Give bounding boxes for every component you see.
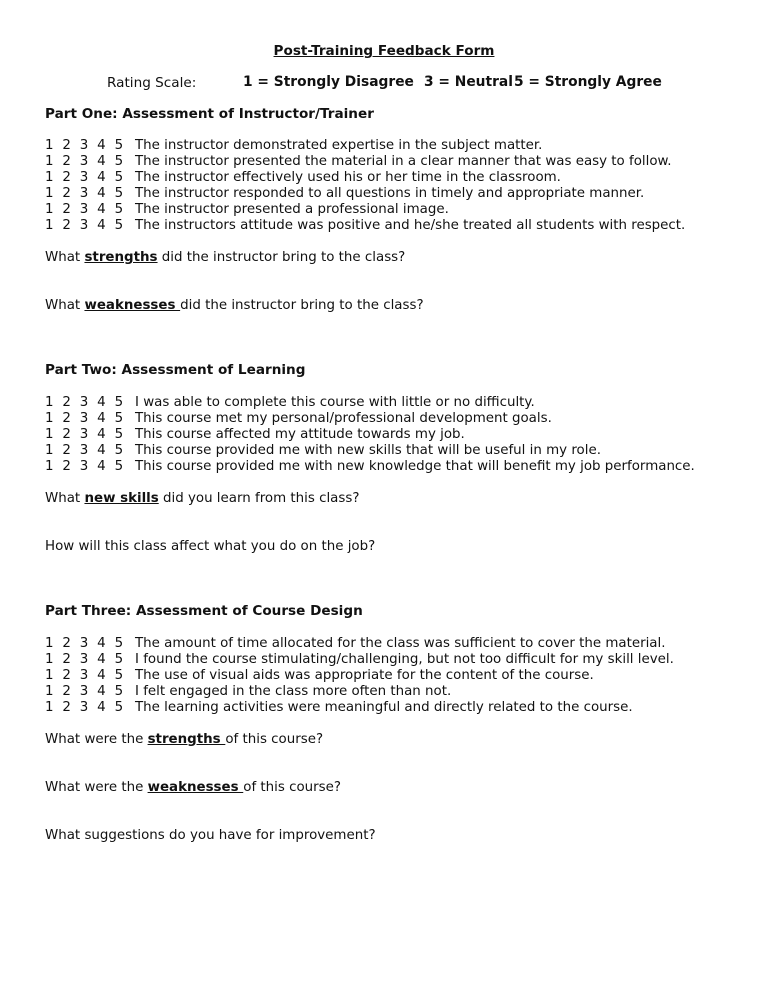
rating-option-1[interactable]: 1 <box>45 170 54 185</box>
question-job-impact <box>45 539 375 554</box>
rating-option-1[interactable]: 1 <box>45 668 54 683</box>
rating-options[interactable] <box>45 202 135 218</box>
rating-options[interactable] <box>45 411 135 427</box>
rating-option-3[interactable]: 3 <box>79 700 89 715</box>
form-title: Post-Training Feedback Form <box>273 43 495 59</box>
rating-option-4[interactable]: 4 <box>97 186 106 201</box>
rating-option-2[interactable]: 2 <box>62 652 71 667</box>
rating-option-3[interactable]: 3 <box>79 636 89 651</box>
question-text: What <box>45 250 85 265</box>
rating-option-3[interactable]: 3 <box>79 459 89 474</box>
rating-option-3[interactable]: 3 <box>79 652 89 667</box>
rating-options[interactable] <box>45 395 135 411</box>
rating-options[interactable] <box>45 138 135 154</box>
rating-option-3[interactable]: 3 <box>79 427 89 442</box>
rating-option-4[interactable]: 4 <box>97 170 106 185</box>
rating-option-1[interactable]: 1 <box>45 202 54 217</box>
rating-options[interactable] <box>45 459 135 475</box>
question-emphasis: strengths <box>147 732 226 747</box>
rating-option-2[interactable]: 2 <box>62 443 71 458</box>
rating-options[interactable] <box>45 427 135 443</box>
rating-option-2[interactable]: 2 <box>62 186 71 201</box>
rating-option-4[interactable]: 4 <box>97 411 106 426</box>
statement-text: I felt engaged in the class more often than not. <box>135 684 452 699</box>
rating-option-1[interactable]: 1 <box>45 459 54 474</box>
rating-options[interactable] <box>45 684 135 700</box>
rating-option-5[interactable]: 5 <box>114 395 124 410</box>
rating-options[interactable] <box>45 170 135 186</box>
statement-text: I found the course stimulating/challenging, but not too difficult for my skill level. <box>135 652 674 667</box>
rating-option-2[interactable]: 2 <box>62 170 71 185</box>
question-text: What <box>45 491 85 506</box>
rating-option-5[interactable]: 5 <box>114 202 124 217</box>
rating-option-2[interactable]: 2 <box>62 700 71 715</box>
question-emphasis: weaknesses <box>147 780 244 795</box>
rating-option-2[interactable]: 2 <box>62 138 71 153</box>
question-emphasis: new skills <box>84 491 159 506</box>
rating-option-2[interactable]: 2 <box>62 411 71 426</box>
rating-option-1[interactable]: 1 <box>45 186 54 201</box>
rating-option-5[interactable]: 5 <box>114 668 124 683</box>
statement-text: The instructor presented the material in a clear manner that was easy to follow. <box>135 154 672 169</box>
rating-scale-label: Rating Scale: <box>107 75 197 91</box>
rating-options[interactable] <box>45 186 135 202</box>
rating-option-5[interactable]: 5 <box>114 186 124 201</box>
rating-option-1[interactable]: 1 <box>45 700 54 715</box>
rating-option-2[interactable]: 2 <box>62 427 71 442</box>
rating-option-3[interactable]: 3 <box>79 138 89 153</box>
rating-option-4[interactable]: 4 <box>97 636 106 651</box>
rating-options[interactable] <box>45 652 135 668</box>
statement-text: This course provided me with new skills that will be useful in my role. <box>135 443 601 458</box>
rating-option-4[interactable]: 4 <box>97 652 106 667</box>
rating-options[interactable] <box>45 700 135 716</box>
rating-option-1[interactable]: 1 <box>45 636 54 651</box>
rating-option-5[interactable]: 5 <box>114 138 124 153</box>
rating-option-1[interactable]: 1 <box>45 411 54 426</box>
rating-option-3[interactable]: 3 <box>79 395 89 410</box>
question-text: What were the <box>45 732 148 747</box>
question-new-skills <box>45 491 359 506</box>
rating-option-1[interactable]: 1 <box>45 395 54 410</box>
rating-option-1[interactable]: 1 <box>45 154 54 169</box>
rating-option-4[interactable]: 4 <box>97 202 106 217</box>
rating-option-4[interactable]: 4 <box>97 218 106 233</box>
rating-options[interactable] <box>45 154 135 170</box>
question-instructor-strengths <box>45 250 405 265</box>
statement-text: The learning activities were meaningful and directly related to the course. <box>135 700 633 715</box>
rating-option-1[interactable]: 1 <box>45 138 54 153</box>
rating-option-3[interactable]: 3 <box>79 684 89 699</box>
question-text: did the instructor bring to the class? <box>157 250 406 265</box>
statement-text: The instructor responded to all questions in timely and appropriate manner. <box>135 186 645 201</box>
rating-option-1[interactable]: 1 <box>45 652 54 667</box>
statement-text: I was able to complete this course with little or no difficulty. <box>135 395 535 410</box>
rating-option-5[interactable]: 5 <box>114 700 124 715</box>
part-three-heading: Part Three: Assessment of Course Design <box>45 603 363 619</box>
statement-text: This course provided me with new knowledge that will benefit my job performance. <box>135 459 695 474</box>
question-text: did you learn from this class? <box>158 491 360 506</box>
rating-option-2[interactable]: 2 <box>62 668 71 683</box>
rating-option-4[interactable]: 4 <box>97 668 106 683</box>
rating-option-3[interactable]: 3 <box>79 218 89 233</box>
rating-option-1[interactable]: 1 <box>45 443 54 458</box>
rating-option-2[interactable]: 2 <box>62 395 71 410</box>
statement-text: This course met my personal/professional development goals. <box>135 411 552 426</box>
rating-option-3[interactable]: 3 <box>79 411 89 426</box>
rating-option-2[interactable]: 2 <box>62 636 71 651</box>
rating-options[interactable] <box>45 218 135 234</box>
rating-option-4[interactable]: 4 <box>97 459 106 474</box>
rating-option-2[interactable]: 2 <box>62 202 71 217</box>
rating-option-4[interactable]: 4 <box>97 443 106 458</box>
rating-option-5[interactable]: 5 <box>114 443 124 458</box>
rating-option-4[interactable]: 4 <box>97 395 106 410</box>
question-text: What suggestions do you have for improvement? <box>45 828 376 843</box>
question-text: What <box>45 298 85 313</box>
question-emphasis: strengths <box>84 250 158 265</box>
rating-scale-mid: 3 = Neutral <box>424 74 513 90</box>
rating-option-5[interactable]: 5 <box>114 427 124 442</box>
statement-text: The amount of time allocated for the class was sufficient to cover the material. <box>135 636 666 651</box>
statement-text: This course affected my attitude towards my job. <box>135 427 465 442</box>
rating-option-2[interactable]: 2 <box>62 218 71 233</box>
statement-text: The instructors attitude was positive and he/she treated all students with respect. <box>135 218 686 233</box>
rating-option-3[interactable]: 3 <box>79 202 89 217</box>
question-course-strengths <box>45 732 323 747</box>
rating-option-3[interactable]: 3 <box>79 668 89 683</box>
rating-option-2[interactable]: 2 <box>62 684 71 699</box>
rating-option-3[interactable]: 3 <box>79 170 89 185</box>
question-improvement-suggestions <box>45 828 376 843</box>
rating-options[interactable] <box>45 636 135 652</box>
question-course-weaknesses <box>45 780 341 795</box>
rating-option-4[interactable]: 4 <box>97 700 106 715</box>
rating-option-3[interactable]: 3 <box>79 154 89 169</box>
rating-option-5[interactable]: 5 <box>114 154 124 169</box>
rating-option-5[interactable]: 5 <box>114 411 124 426</box>
rating-option-5[interactable]: 5 <box>114 636 124 651</box>
question-emphasis: weaknesses <box>84 298 181 313</box>
question-text: of this course? <box>225 732 324 747</box>
part-two-heading: Part Two: Assessment of Learning <box>45 362 306 378</box>
question-text: What were the <box>45 780 148 795</box>
rating-options[interactable] <box>45 668 135 684</box>
rating-option-3[interactable]: 3 <box>79 186 89 201</box>
rating-option-3[interactable]: 3 <box>79 443 89 458</box>
question-instructor-weaknesses <box>45 298 424 313</box>
rating-option-4[interactable]: 4 <box>97 154 106 169</box>
rating-option-5[interactable]: 5 <box>114 459 124 474</box>
statement-text: The instructor presented a professional image. <box>135 202 449 217</box>
statement-text: The use of visual aids was appropriate for the content of the course. <box>135 668 594 683</box>
rating-option-5[interactable]: 5 <box>114 652 124 667</box>
part-one-heading: Part One: Assessment of Instructor/Trainer <box>45 106 374 122</box>
rating-option-4[interactable]: 4 <box>97 138 106 153</box>
rating-option-4[interactable]: 4 <box>97 427 106 442</box>
rating-option-5[interactable]: 5 <box>114 218 124 233</box>
statement-text: The instructor demonstrated expertise in the subject matter. <box>135 138 543 153</box>
rating-option-2[interactable]: 2 <box>62 459 71 474</box>
rating-scale-high: 5 = Strongly Agree <box>514 74 662 90</box>
rating-option-1[interactable]: 1 <box>45 218 54 233</box>
rating-option-1[interactable]: 1 <box>45 684 54 699</box>
rating-option-2[interactable]: 2 <box>62 154 71 169</box>
rating-option-1[interactable]: 1 <box>45 427 54 442</box>
rating-option-5[interactable]: 5 <box>114 684 124 699</box>
question-text: of this course? <box>243 780 341 795</box>
statement-text: The instructor effectively used his or her time in the classroom. <box>135 170 561 185</box>
rating-option-5[interactable]: 5 <box>114 170 124 185</box>
rating-scale-low: 1 = Strongly Disagree <box>243 74 414 90</box>
rating-option-4[interactable]: 4 <box>97 684 106 699</box>
rating-options[interactable] <box>45 443 135 459</box>
question-text: did the instructor bring to the class? <box>180 298 424 313</box>
question-text: How will this class affect what you do on the job? <box>45 539 376 554</box>
